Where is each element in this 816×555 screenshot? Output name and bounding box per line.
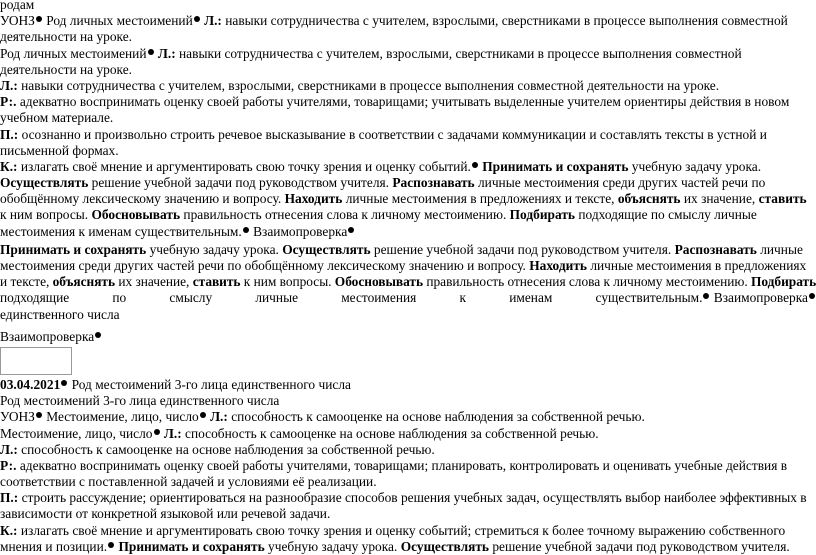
label: Л.: [160,425,182,441]
word: личные [255,290,299,306]
text: их значение, [680,191,756,207]
line [0,258,816,274]
bullet-icon [809,293,815,299]
text: Род личных местоимений [42,13,193,29]
line [0,94,816,110]
text: адекватно воспринимать оценку своей работы учителями, товарищами; учитывать выделенные учителем ориентиры действия в новом [16,94,790,110]
bullet-icon [36,16,42,22]
text: способность к самооценке на основе наблюдения за собственной речью. [17,441,435,457]
text: правильность отнесения слова к личному местоимению. [180,207,507,223]
text: Род местоимений 3-го лица единственного числа [0,393,280,409]
text: Подбирать [747,274,816,290]
text: местоимения среди других частей речи по обобщённому лексическому значению и вопросу. [0,258,526,273]
line [0,159,816,175]
text: Осуществлять [397,538,489,554]
date: 03.04.2021 [0,376,61,392]
text: Взаимопроверка [249,223,348,239]
label: Л.: [154,45,176,61]
text: Принимать и сохранять [478,158,629,174]
text: Взаимопроверка [0,328,95,344]
line [0,175,816,191]
text: Распознавать [389,175,475,191]
text: личные местоимения в предложениях и тексте, [342,191,615,207]
line [0,539,816,555]
word: по [112,290,127,306]
line [0,474,816,490]
label: К.: [0,158,18,174]
line [0,143,816,159]
text: УОНЗ [0,13,35,29]
text: навыки сотрудничества с учителем, взрослыми, сверстниками в процессе выполнения совместной [221,13,788,29]
word: смыслу [169,290,213,306]
bullet-icon [95,332,101,338]
bullet-icon [472,162,478,168]
text: ставить [189,274,241,290]
label: Л.: [206,409,228,425]
line [0,207,816,223]
text: Распознавать [671,241,757,257]
text: их значение, [115,274,190,290]
label: Р:. [0,94,17,110]
bullet-icon [108,542,114,548]
line [0,110,816,126]
line [0,224,816,240]
label: П.: [0,126,19,142]
bullet-icon [154,429,160,435]
bullet-icon [36,412,42,418]
label: Л.: [200,13,222,29]
text: деятельности на уроке. [0,61,133,77]
text: правильность отнесения слова к личному местоимению. [423,274,748,290]
line [0,409,816,425]
text: учебную задачу урока. [628,158,762,174]
text: способность к самооценке на основе наблюдения за собственной речью. [227,409,645,425]
text: Обосновывать [331,274,424,290]
text: Осуществлять [0,175,89,191]
text: деятельности на уроке. [0,29,133,45]
text: Местоимение, лицо, число [0,425,153,441]
text: излагать своё мнение и аргументировать свою точку зрения и оценку событий. [17,158,471,174]
line [0,46,816,62]
line [0,506,816,522]
text: личные [756,241,803,257]
label: Л.: [0,441,18,457]
text: Местоимение, лицо, число [42,409,199,425]
text: личные местоимения среди других частей речи по [474,175,766,191]
bullet-icon [148,49,154,55]
text: решение учебной задачи под руководством учителя. [88,175,390,191]
bullet-icon [61,380,67,386]
text: решение учебной задачи под руководством учителя. [370,241,672,257]
text: подходящие по смыслу личные [575,207,757,223]
bullet-icon [348,227,354,233]
text: ставить [755,191,807,207]
text: письменной формах. [0,142,119,158]
line [0,442,816,458]
text: и тексте, [0,274,50,290]
label: К.: [0,522,18,538]
text: Подбирать [506,207,576,223]
line [0,78,816,94]
line [0,393,816,409]
line [0,329,816,345]
text: Род местоимений 3-го лица единственного числа [68,376,351,392]
line [0,290,816,306]
text: адекватно воспринимать оценку своей работы учителями, товарищами; планировать, контролировать и оценивать учебные действия в [16,457,788,473]
text: мнения и позиции. [0,538,108,554]
line [0,458,816,474]
line [0,191,816,207]
bullet-icon [703,293,709,299]
line [0,490,816,506]
text: Принимать и сохранять [115,538,265,554]
line [0,13,816,29]
label: Р:. [0,457,17,473]
line [0,523,816,539]
text: единственного числа [0,306,120,322]
text: объяснять [49,274,116,290]
text: Обосновывать [88,207,181,223]
text: учебную задачу урока. [146,241,279,257]
text: строить рассуждение; ориентироваться на разнообразие способов решения учебных задач, осуществлять выбор наиболее эффективных в [18,490,807,506]
text: навыки сотрудничества с учителем, взрослыми, сверстниками в процессе выполнения совместной деятельности на уроке. [17,77,720,93]
text: Принимать и сохранять [0,241,147,257]
text: учебном материале. [0,110,114,126]
line [0,274,816,290]
word: местоимения [341,290,417,306]
line [0,377,816,393]
text: объяснять [614,191,681,207]
line [0,426,816,442]
text: Находить [525,258,587,273]
line [0,29,816,45]
text: к ним вопросы. [0,207,89,223]
text: Взаимопроверка [710,290,808,306]
text: зависимости от конкретной языковой или речевой задачи. [0,506,331,522]
label: П.: [0,490,19,506]
word: подходящие [0,290,70,306]
text: учебную задачу урока. [264,538,398,554]
text: обобщённому лексическому значению и вопросу. [0,191,282,207]
text: Осуществлять [278,241,371,257]
bullet-icon [194,16,200,22]
text: соответствии с поставленной задачей и условиями её реализации. [0,474,377,490]
line [0,307,816,323]
text: личные местоимения в предложениях [586,258,807,273]
text: осознанно и произвольно строить речевое высказывание в соответствии с задачами коммуникации и составлять тексты в устной и [18,126,767,142]
text: УОНЗ [0,409,35,425]
text: родам [0,0,35,12]
line [0,127,816,143]
empty-table-cell [0,347,72,375]
word: именам [509,290,553,306]
bullet-icon [200,412,206,418]
text: Находить [281,191,343,207]
line [0,0,816,13]
line [0,242,816,258]
text: к ним вопросы. [240,274,332,290]
line [0,62,816,78]
text: местоимения к именам существительным. [0,223,242,239]
bullet-icon [243,227,249,233]
word: существительным. [595,290,703,306]
word-group [596,290,816,306]
text: навыки сотрудничества с учителем, взрослыми, сверстниками в процессе выполнения совместной [175,45,742,61]
label: Л.: [0,77,18,93]
text: способность к самооценке на основе наблюдения за собственной речью. [181,425,599,441]
text: излагать своё мнение и аргументировать свою точку зрения и оценку событий; стремиться к более точному выражению собственного [17,522,786,538]
word: к [459,290,467,306]
text: решение учебной задачи под руководством учителя. [489,538,790,554]
text: Род личных местоимений [0,45,147,61]
